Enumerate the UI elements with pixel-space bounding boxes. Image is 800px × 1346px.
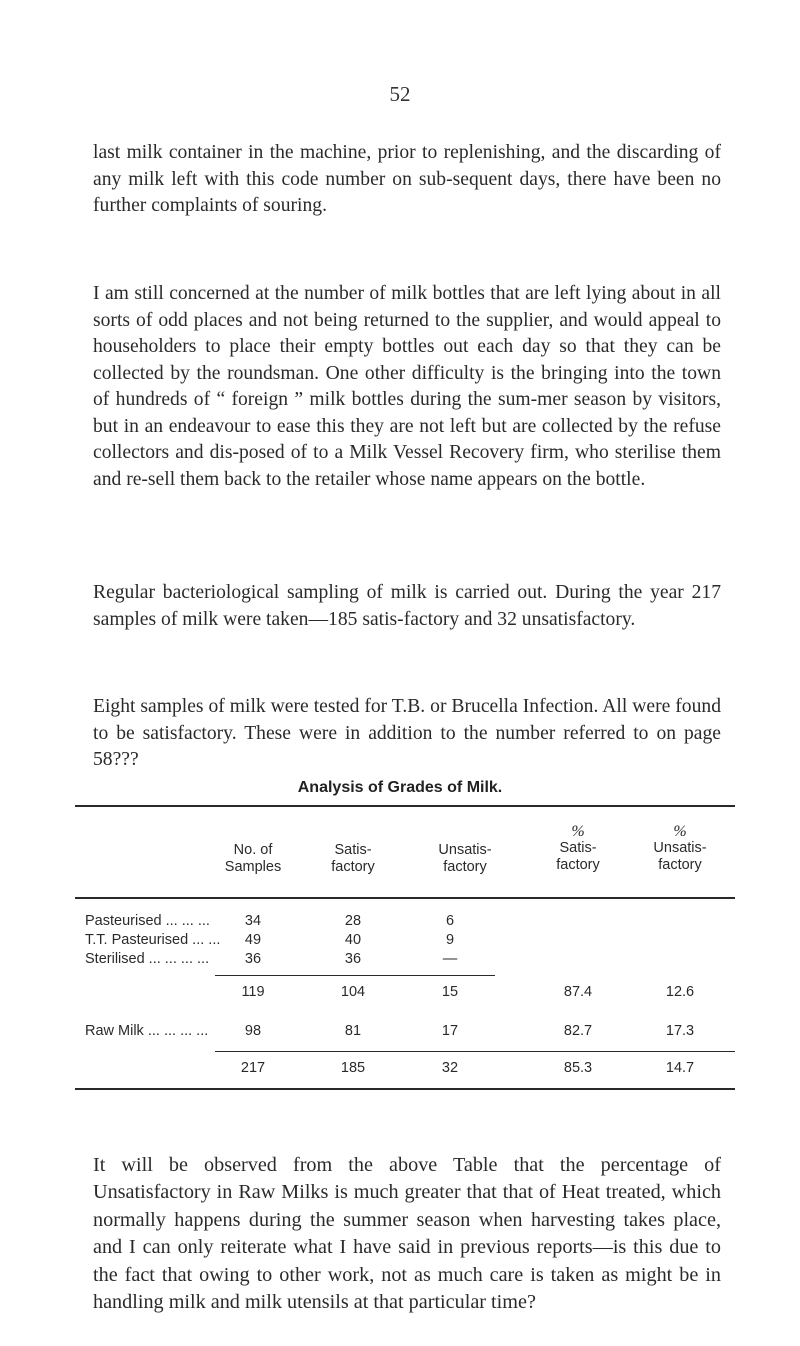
header-pct-unsatisfactory: % Unsatis- factory [625,823,735,874]
total-rule [215,1051,735,1052]
cell-samples: 98 [244,1023,262,1039]
cell-pct-satisfactory: 82.7 [563,1023,593,1039]
header-rule [75,897,735,899]
cell-samples: 49 [244,932,262,948]
cell-unsatisfactory: 9 [445,932,455,948]
row-label: Raw Milk ... ... ... ... [85,1023,209,1039]
cell-samples: 217 [240,1060,266,1076]
cell-unsatisfactory: 32 [441,1060,459,1076]
table-top-rule [75,805,735,807]
percent-sign: % [673,823,687,840]
cell-satisfactory: 81 [344,1023,362,1039]
cell-unsatisfactory: 6 [445,913,455,929]
row-label: Sterilised ... ... ... ... [85,951,210,967]
row-label: Pasteurised ... ... ... [85,913,210,929]
table-title: Analysis of Grades of Milk. [297,779,503,796]
cell-pct-unsatisfactory: 14.7 [665,1060,695,1076]
header-unsatisfactory: Unsatis- factory [438,842,492,875]
cell-samples: 34 [244,913,262,929]
grades-of-milk-table [75,805,735,1135]
paragraph-3: Regular bacteriological sampling of milk is carried out. During the year 217 samples of milk were taken—185 satis-factory and 32 unsatisfactory. [93,582,721,630]
cell-unsatisfactory: 15 [441,984,459,1000]
paragraph-2: I am still concerned at the number of milk bottles that are left lying about in all sorts of odd places and not being returned to the supplier, and would appeal to householders to place their empty bottles out each day so that they can be collected by the roundsman. One other difficulty is the bringing into the town of hundreds of “ foreign ” milk bottles during the sum-mer season by visitors, but in an endeavour to ease this they are not left but are collected by the refuse collectors and dis-posed of to a Milk Vessel Recovery firm, who sterilise them and re-sell them back to the retailer whose name appears on the bottle. [93,283,721,490]
page-number: 52 [389,82,411,106]
paragraph-1: last milk container in the machine, prior to replenishing, and the discarding of any milk left with this code number on sub-sequent days, there have been no further complaints of souring. [93,142,721,216]
cell-unsatisfactory: — [442,951,458,967]
table-bottom-rule [75,1088,735,1090]
cell-satisfactory: 40 [344,932,362,948]
subtotal-rule [215,975,495,976]
cell-samples: 36 [244,951,262,967]
paragraph-5: It will be observed from the above Table that the percentage of Unsatisfactory in Raw Milks is much greater that that of Heat treated, which normally happens during the summer season when harvesting takes place, and I can only reiterate what I have said in previous reports—is this due to the fact that owing to other work, not as much care is taken as might be in handling milk and milk utensils at that particular time? [93,1154,721,1314]
cell-unsatisfactory: 17 [441,1023,459,1039]
cell-satisfactory: 185 [340,1060,366,1076]
row-label: T.T. Pasteurised ... ... [85,932,221,948]
header-satisfactory: Satis- factory [331,842,375,875]
header-pct-satisfactory: % Satis- factory [528,823,628,874]
cell-samples: 119 [241,984,265,1000]
cell-pct-satisfactory: 87.4 [563,984,593,1000]
cell-satisfactory: 36 [344,951,362,967]
percent-sign: % [571,823,585,840]
cell-satisfactory: 104 [340,984,366,1000]
cell-pct-unsatisfactory: 17.3 [665,1023,695,1039]
paragraph-4: Eight samples of milk were tested for T.B. or Brucella Infection. All were found to be satisfactory. These were in addition to the number referred to on page 58??? [93,696,721,770]
header-samples: No. of Samples [224,842,282,875]
cell-pct-unsatisfactory: 12.6 [665,984,695,1000]
cell-pct-satisfactory: 85.3 [563,1060,593,1076]
cell-satisfactory: 28 [344,913,362,929]
